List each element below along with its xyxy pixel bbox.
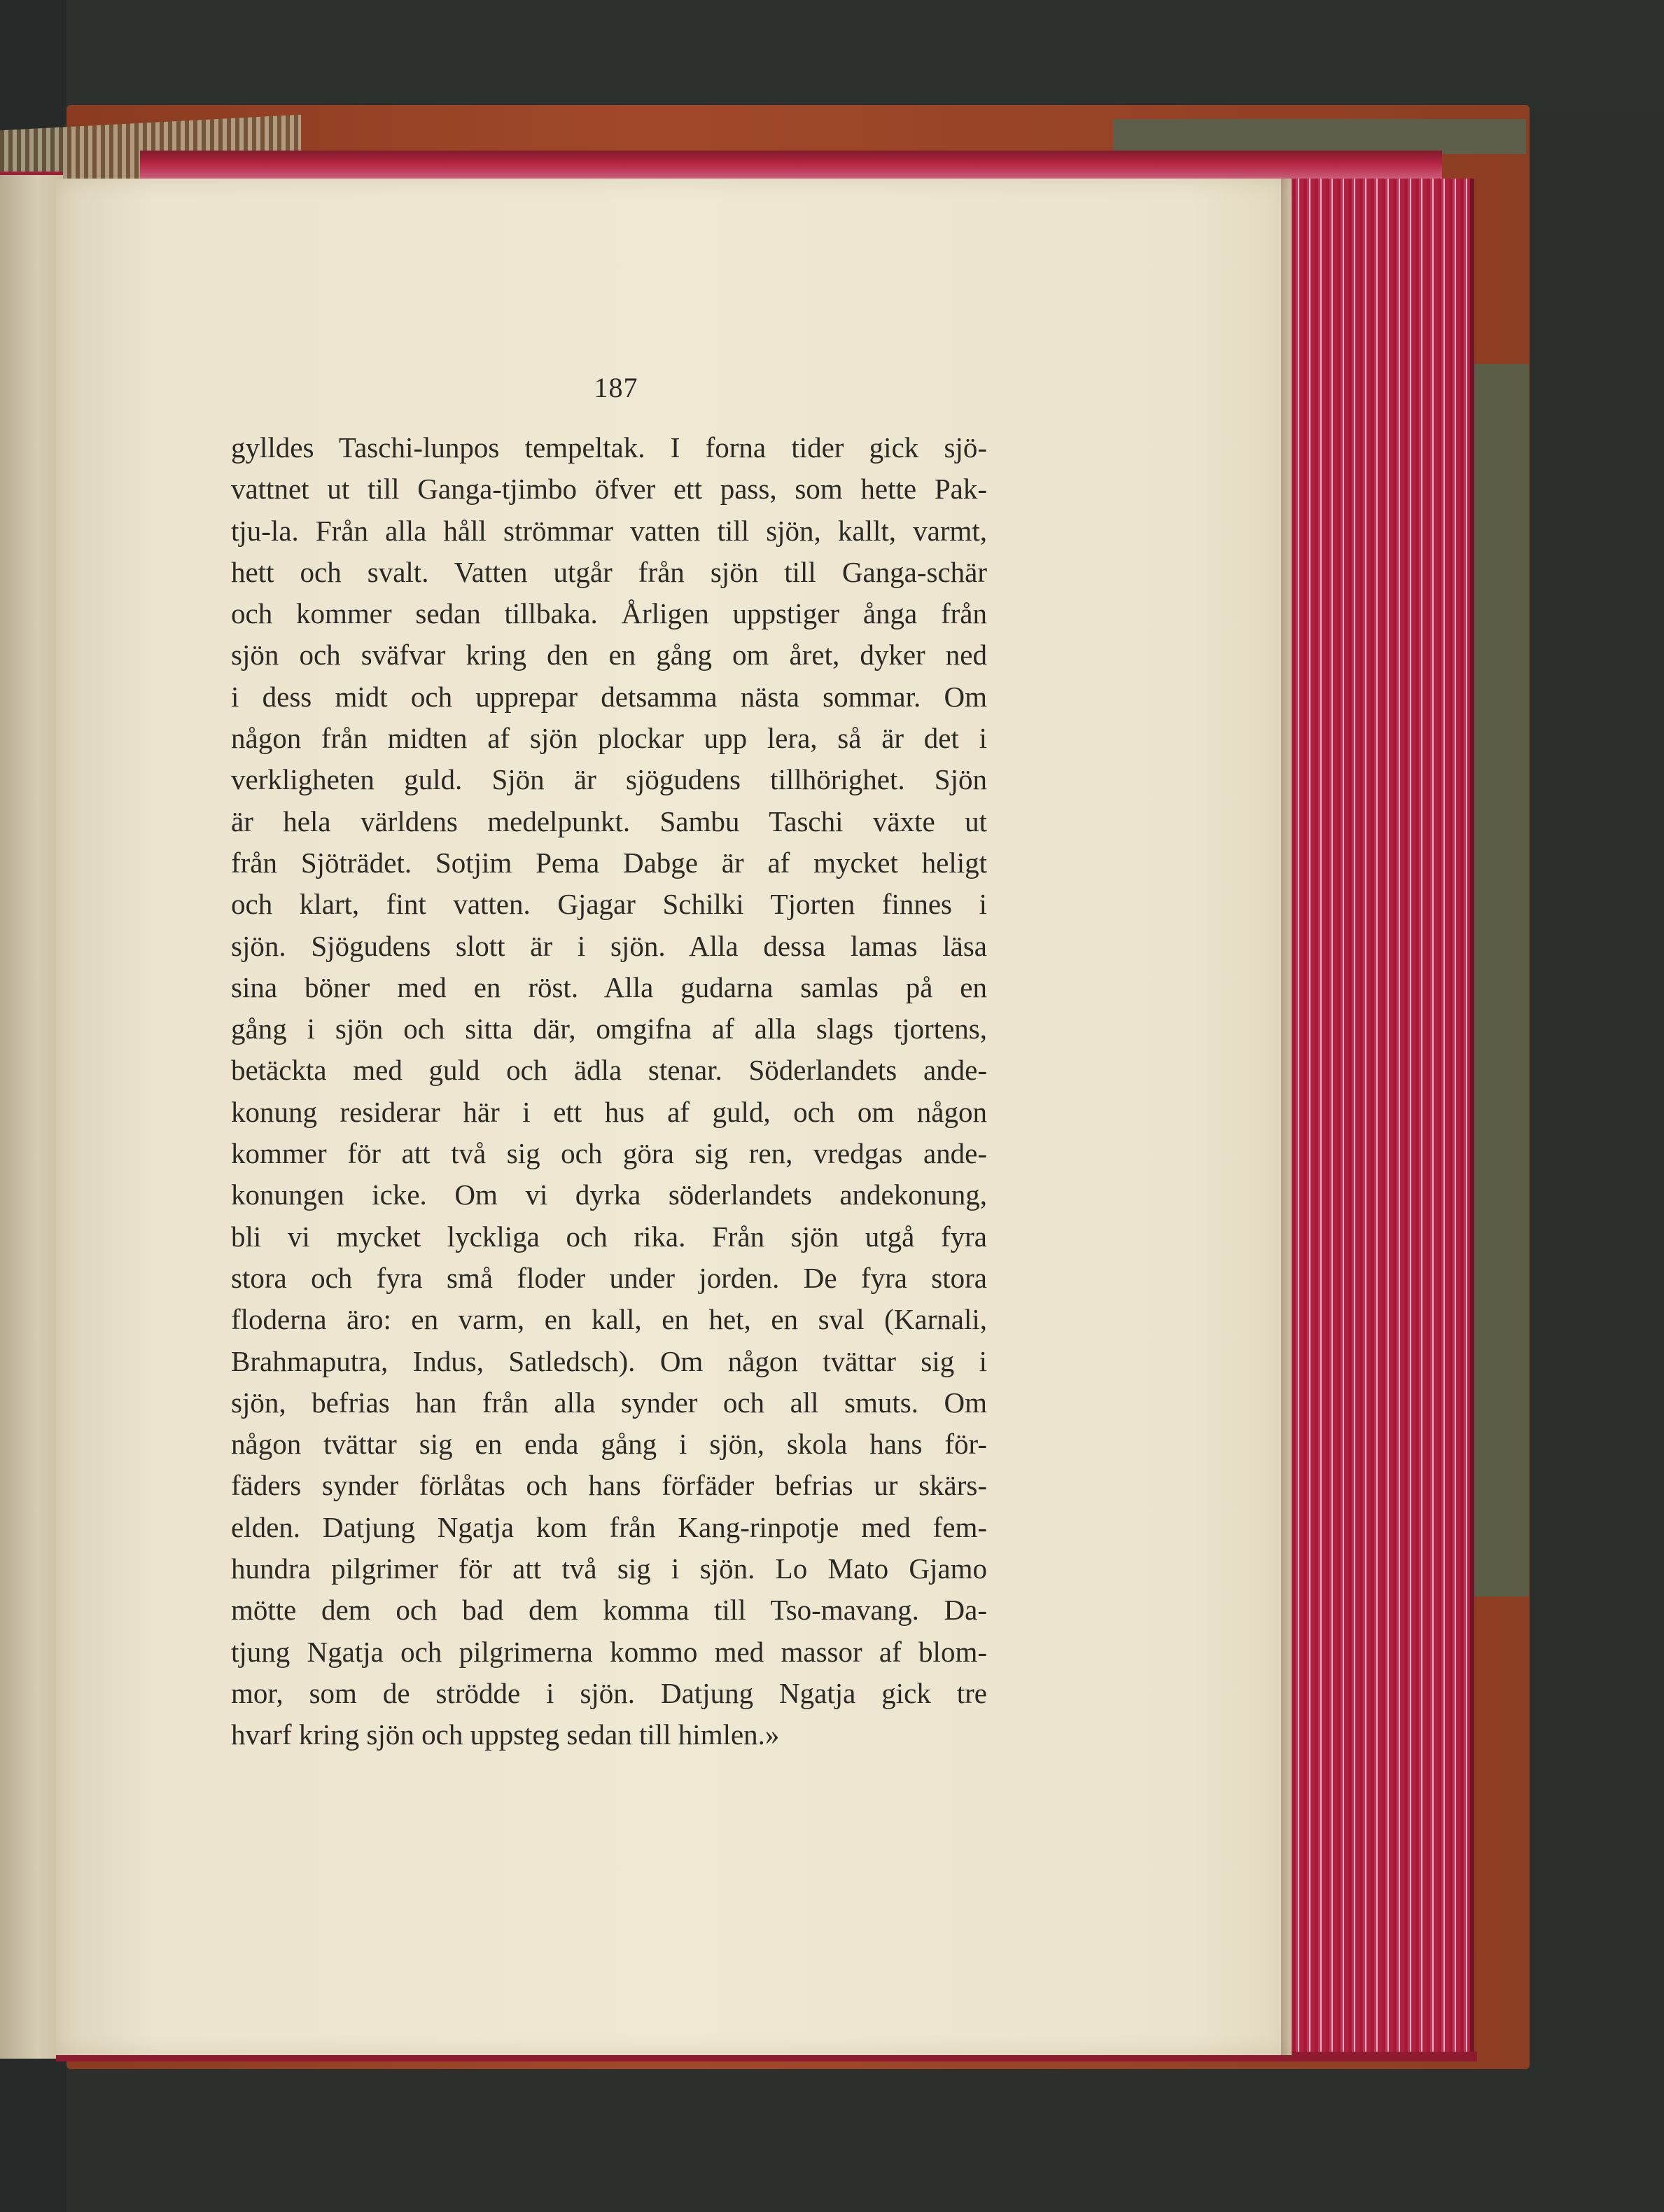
text-line: konung residerar här i ett hus af guld, och om någon	[231, 1095, 987, 1128]
body-text	[231, 427, 987, 1756]
backdrop	[0, 0, 1664, 112]
text-line: sjön. Sjögudens slott är i sjön. Alla dessa lamas läsa	[231, 929, 987, 962]
text-line: sjön och sväfvar kring den en gång om året, dyker ned	[231, 639, 987, 672]
text-line: sina böner med en röst. Alla gudarna samlas på en	[231, 971, 987, 1003]
text-line: gång i sjön och sitta där, omgifna af alla slags tjortens,	[231, 1013, 987, 1045]
gutter-shadow	[1281, 179, 1295, 2059]
page-stack-edge	[1281, 179, 1474, 2059]
text-line: konungen icke. Om vi dyrka söderlandets andekonung,	[231, 1178, 987, 1211]
text-line: och kommer sedan tillbaka. Årligen uppstiger ånga från	[231, 597, 987, 630]
text-line: hundra pilgrimer för att två sig i sjön. Lo Mato Gjamo	[231, 1552, 987, 1585]
text-line: gylldes Taschi-lunpos tempeltak. I forna tider gick sjö-	[231, 431, 987, 464]
text-line: mötte dem och bad dem komma till Tso-mavang. Da-	[231, 1594, 987, 1627]
text-line: bli vi mycket lyckliga och rika. Från sjön utgå fyra	[231, 1220, 987, 1253]
page-edge-top	[140, 151, 1442, 182]
text-line: är hela världens medelpunkt. Sambu Taschi växte ut	[231, 805, 987, 837]
text-line: betäckta med guld och ädla stenar. Söderlandets ande-	[231, 1054, 987, 1087]
text-line: sjön, befrias han från alla synder och all smuts. Om	[231, 1386, 987, 1419]
text-line: Brahmaputra, Indus, Satledsch). Om någon tvättar sig i	[231, 1344, 987, 1377]
text-line: kommer för att två sig och göra sig ren, vredgas ande-	[231, 1137, 987, 1170]
page-number: 187	[594, 372, 638, 403]
text-line: verkligheten guld. Sjön är sjögudens tillhörighet. Sjön	[231, 763, 987, 796]
text-line: vattnet ut till Ganga-tjimbo öfver ett pass, som hette Pak-	[231, 473, 987, 506]
text-line: stora och fyra små floder under jorden. De fyra stora	[231, 1261, 987, 1294]
text-line: och klart, fint vatten. Gjagar Schilki Tjorten finnes i	[231, 888, 987, 921]
cover-cloth-top	[1113, 119, 1526, 154]
text-line: från Sjöträdet. Sotjim Pema Dabge är af mycket heligt	[231, 846, 987, 879]
text-line: mor, som de strödde i sjön. Datjung Ngatja gick tre	[231, 1676, 987, 1709]
text-line: någon från midten af sjön plockar upp lera, så är det i	[231, 722, 987, 755]
text-line: någon tvättar sig en enda gång i sjön, skola hans för-	[231, 1428, 987, 1461]
left-page-sliver	[0, 175, 63, 2059]
text-line: floderna äro: en varm, en kall, en het, en sval (Karnali,	[231, 1303, 987, 1336]
text-line: i dess midt och upprepar detsamma nästa sommar. Om	[231, 680, 987, 713]
text-line: tju-la. Från alla håll strömmar vatten till sjön, kallt, varmt,	[231, 514, 987, 547]
text-line: hvarf kring sjön och uppsteg sedan till himlen.»	[231, 1718, 780, 1751]
text-line: elden. Datjung Ngatja kom från Kang-rinpotje med fem-	[231, 1510, 987, 1543]
text-line: fäders synder förlåtas och hans förfäder befrias ur skärs-	[231, 1469, 987, 1502]
text-line: hett och svalt. Vatten utgår från sjön till Ganga-schär	[231, 555, 987, 588]
text-line: tjung Ngatja och pilgrimerna kommo med massor af blom-	[231, 1635, 987, 1668]
